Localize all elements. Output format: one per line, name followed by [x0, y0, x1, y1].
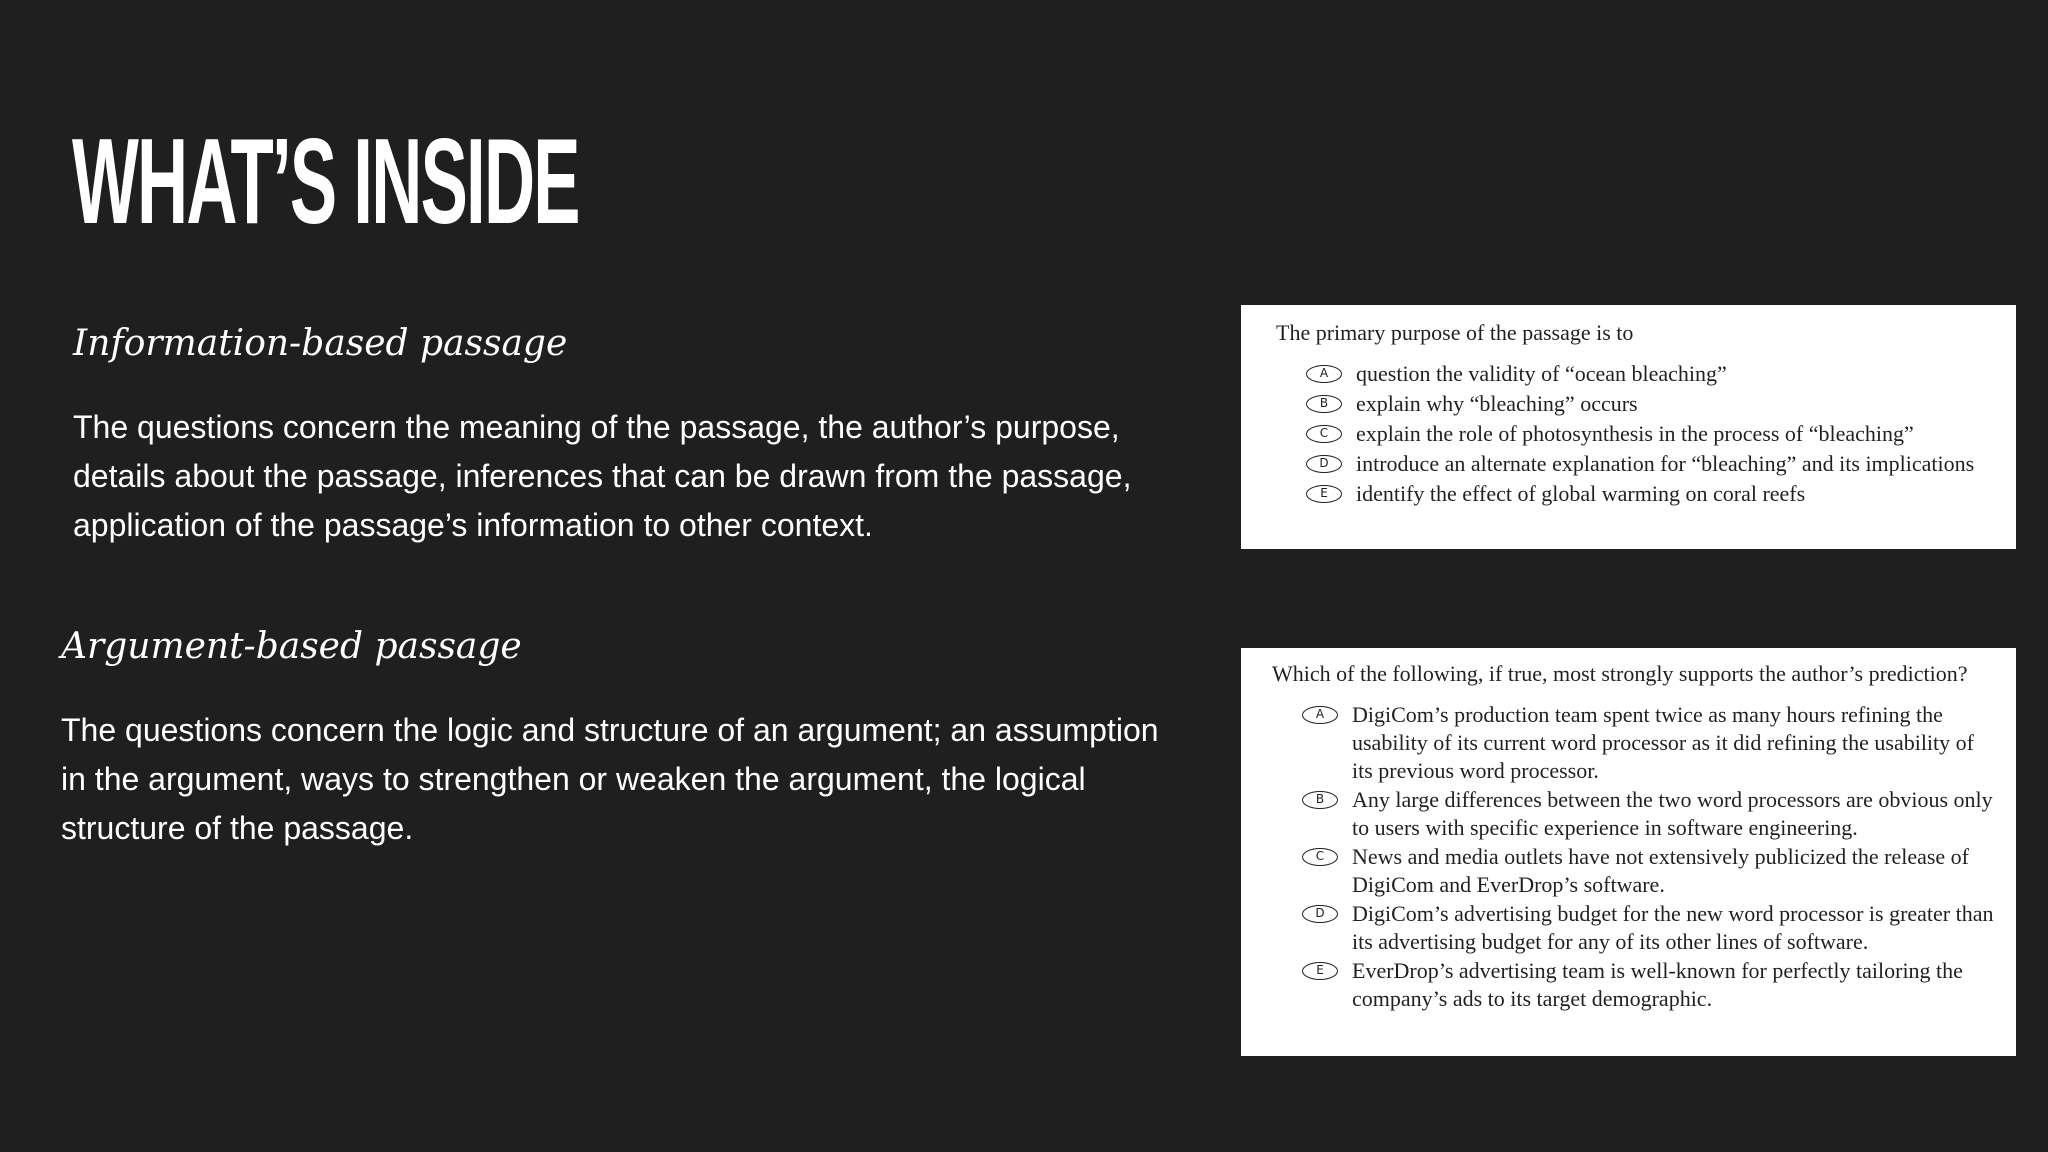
information-section-body: The questions concern the meaning of the passage, the author’s purpose, details about the passage, inferences that can be drawn from the passage, application of the passage’s information to other context. — [73, 409, 1132, 543]
answer-choice-text: explain why “bleaching” occurs — [1356, 391, 1638, 416]
question-stem: Which of the following, if true, most strongly supports the author’s prediction? — [1272, 661, 1968, 686]
answer-choice-b — [1306, 390, 1996, 418]
information-section-heading: Information-based passage — [73, 323, 568, 364]
answer-choice-d — [1302, 900, 1996, 956]
slide-title: WHAT’S INSIDE — [72, 113, 579, 249]
answer-choice-text: EverDrop’s advertising team is well-known for perfectly tailoring the company’s ads to its target demographic. — [1352, 958, 1963, 1011]
answer-choice-b — [1302, 786, 1996, 842]
answer-choice-text: question the validity of “ocean bleaching” — [1356, 361, 1727, 386]
answer-choice-oval-icon: E — [1306, 485, 1342, 503]
answer-choice-oval-icon: D — [1306, 455, 1342, 473]
answer-choice-text: explain the role of photosynthesis in the process of “bleaching” — [1356, 421, 1914, 446]
answer-choice-oval-icon: A — [1302, 706, 1338, 724]
answer-choice-e — [1302, 957, 1996, 1013]
answer-choice-text: News and media outlets have not extensively publicized the release of DigiCom and EverDrop’s software. — [1352, 844, 1970, 897]
answer-choice-text: introduce an alternate explanation for “bleaching” and its implications — [1356, 451, 1975, 476]
answer-choice-a — [1306, 360, 1996, 388]
argument-section-heading: Argument-based passage — [61, 626, 522, 667]
answer-choice-oval-icon: B — [1306, 395, 1342, 413]
answer-choice-oval-icon: C — [1302, 848, 1338, 866]
answer-choice-list — [1276, 360, 1996, 508]
answer-choice-oval-icon: C — [1306, 425, 1342, 443]
sample-question-card-information — [1241, 305, 2016, 549]
answer-choice-text: DigiCom’s production team spent twice as many hours refining the usability of its current word processor as it did refining the usability of its previous word processor. — [1352, 702, 1974, 783]
answer-choice-oval-icon: A — [1306, 365, 1342, 383]
answer-choice-c — [1306, 420, 1996, 448]
answer-choice-text: DigiCom’s advertising budget for the new word processor is greater than its advertising budget for any of its other lines of software. — [1352, 901, 1994, 954]
answer-choice-e — [1306, 480, 1996, 508]
question-stem: The primary purpose of the passage is to — [1276, 320, 1634, 345]
answer-choice-c — [1302, 843, 1996, 899]
answer-choice-list — [1272, 701, 1996, 1013]
answer-choice-oval-icon: E — [1302, 962, 1338, 980]
sample-question-card-argument — [1241, 648, 2016, 1056]
argument-section-body: The questions concern the logic and structure of an argument; an assumption in the argument, ways to strengthen or weaken the argument, the logical structure of the passage. — [61, 712, 1159, 846]
answer-choice-text: Any large differences between the two word processors are obvious only to users with specific experience in software engineering. — [1352, 787, 1993, 840]
answer-choice-a — [1302, 701, 1996, 785]
answer-choice-d — [1306, 450, 1996, 478]
answer-choice-oval-icon: B — [1302, 791, 1338, 809]
answer-choice-text: identify the effect of global warming on coral reefs — [1356, 481, 1806, 506]
answer-choice-oval-icon: D — [1302, 905, 1338, 923]
